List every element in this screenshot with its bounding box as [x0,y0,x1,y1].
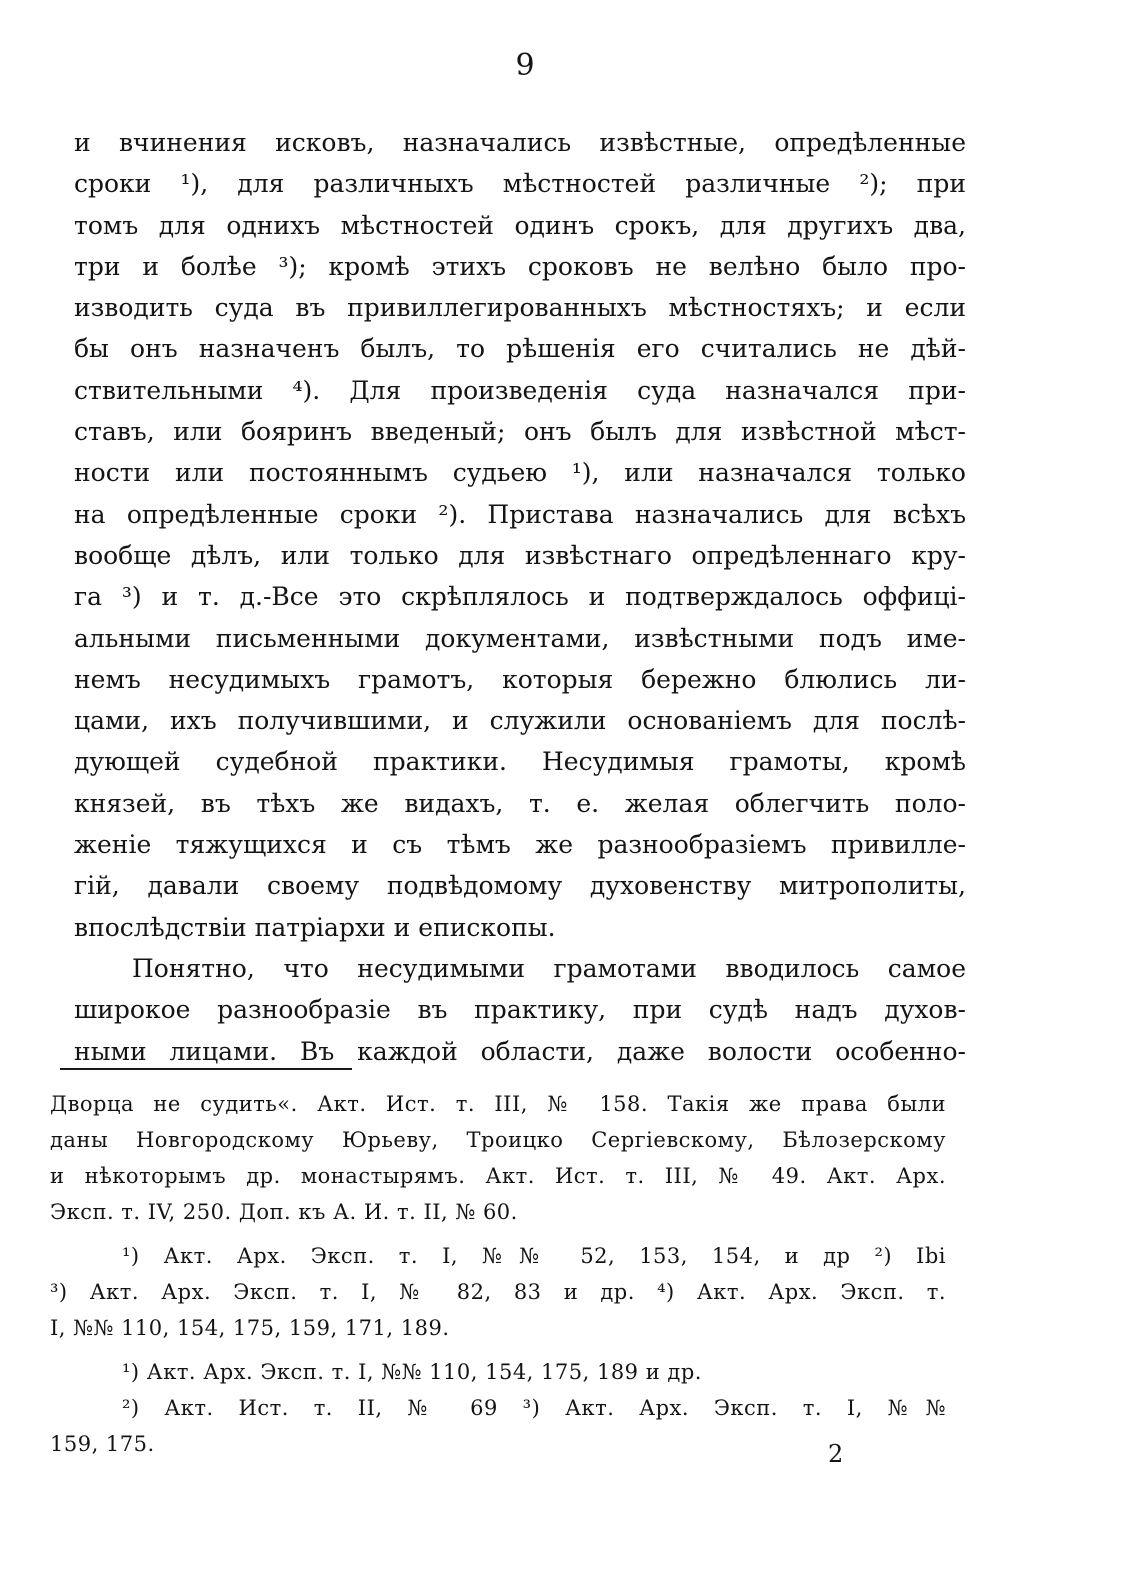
body-line: впослѣдствіи патріархи и епископы. [74,912,556,942]
body-line: три и болѣе ³); кромѣ этихъ сроковъ не велѣно было про- [74,251,966,281]
footnote-gap [50,1230,946,1238]
footnote-line: ¹) Акт. Арх. Эксп. т. I, №№ 110, 154, 175, 189 и др. [122,1360,702,1384]
footnote-line: 159, 175. [50,1432,155,1456]
body-line: ности или постояннымъ судьею ¹), или назначался только [74,458,966,488]
body-line: ставъ, или бояринъ введеный; онъ былъ для извѣстной мѣст- [74,417,966,447]
body-line: широкое разнообразіе въ практику, при судѣ надъ духов- [74,995,966,1025]
body-line: и вчинения исковъ, назначались извѣстные, опредѣленные [74,128,966,157]
footnote-line: Дворца не судить«. Акт. Ист. т. III, № 158. Такія же права были [50,1092,946,1116]
body-line: га ³) и т. д.-Все это скрѣплялось и подтверждалось оффиці- [74,582,966,612]
body-line: на опредѣленные сроки ²). Пристава назначались для всѣхъ [74,499,966,529]
footnote-divider [60,1068,352,1070]
footnote-line: и нѣкоторымъ др. монастырямъ. Акт. Ист. т. III, № 49. Акт. Арх. [50,1164,946,1188]
body-line: томъ для однихъ мѣстностей одинъ срокъ, для другихъ два, [74,210,966,240]
body-line: князей, въ тѣхъ же видахъ, т. е. желая облегчить поло- [74,788,966,818]
footnote-line: I, №№ 110, 154, 175, 159, 171, 189. [50,1316,450,1340]
footnotes [50,1086,946,1462]
page-number: 9 [515,48,535,83]
footnote-gap [50,1346,946,1354]
body-line: цами, ихъ получившими, и служили основаніемъ для послѣ- [74,706,966,736]
body-line: гій, давали своему подвѣдомому духовенству митрополиты, [74,871,966,901]
body-line: женіе тяжущихся и съ тѣмъ же разнообразіемъ привилле- [74,830,966,860]
body-line: сроки ¹), для различныхъ мѣстностей различные ²); при [74,169,966,199]
main-text [74,122,966,1072]
footnote-line: даны Новгородскому Юрьеву, Троицко Сергіевскому, Бѣлозерскому [50,1128,946,1152]
body-line: бы онъ назначенъ былъ, то рѣшенія его считались не дѣй- [74,334,966,364]
footnote-line: Эксп. т. IV, 250. Доп. къ А. И. т. II, № 60. [50,1200,518,1224]
body-line: дующей судебной практики. Несудимыя грамоты, кромѣ [74,747,966,777]
body-line: вообще дѣлъ, или только для извѣстнаго опредѣленнаго кру- [74,540,966,570]
signature-mark: 2 [828,1440,844,1468]
footnote-line: ³) Акт. Арх. Эксп. т. I, № 82, 83 и др. ⁴) Акт. Арх. Эксп. т. [50,1280,946,1304]
body-line: немъ несудимыхъ грамотъ, которыя бережно блюлись ли- [74,664,966,694]
paragraph-start-line: Понятно, что несудимыми грамотами вводилось самое [132,953,966,983]
footnote-line: ¹) Акт. Арх. Эксп. т. I, №№ 52, 153, 154, и др ²) Ibi [122,1244,946,1268]
body-line: ствительными ⁴). Для произведенія суда назначался при- [74,375,966,405]
body-line: альными письменными документами, извѣстными подъ име- [74,623,966,653]
footnote-line: ²) Акт. Ист. т. II, № 69 ³) Акт. Арх. Эксп. т. I, №№ [122,1396,946,1420]
body-line: изводить суда въ привиллегированныхъ мѣстностяхъ; и если [74,293,966,323]
body-line: ными лицами. Въ каждой области, даже волости особенно- [74,1036,966,1066]
